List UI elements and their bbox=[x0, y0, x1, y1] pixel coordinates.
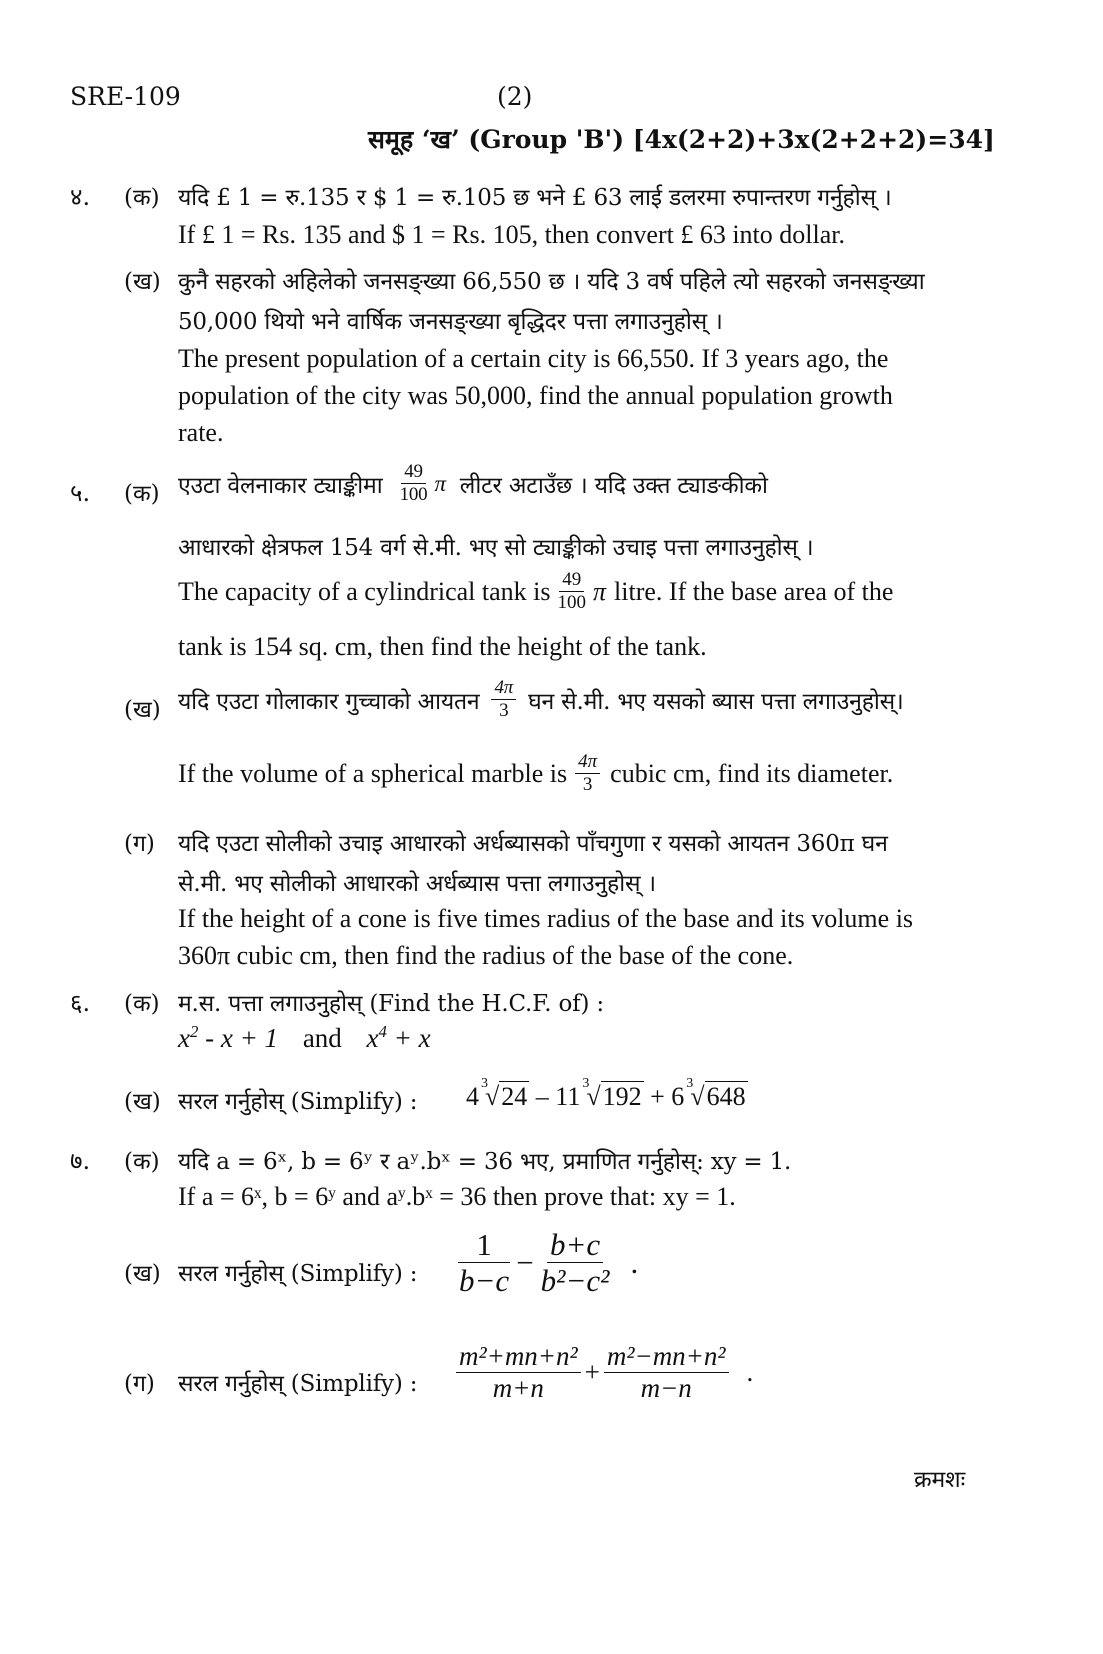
q4-b-english-line3: rate. bbox=[178, 418, 224, 447]
q4-a-nepali: यदि £ 1 = रु.135 र $ 1 = रु.105 छ भने £ 63 लाई डलरमा रुपान्तरण गर्नुहोस् । bbox=[178, 185, 892, 211]
group-title: समूह ‘ख’ (Group 'B') [4x(2+2)+3x(2+2+2)=34] bbox=[368, 125, 995, 154]
q7-b-label: (ख) bbox=[124, 1261, 161, 1287]
q5-b-label: (ख) bbox=[124, 697, 161, 723]
paper-code: SRE-109 bbox=[70, 82, 181, 111]
fraction-b-plus-c-over-b2-minus-c2: $\frac{b+c}{\text{b²−c²}}$ bbox=[540, 1227, 610, 1299]
fraction-denominator: 3 bbox=[582, 773, 593, 795]
q4-b-nepali-line2: 50,000 थियो भने वार्षिक जनसङ्ख्या बृद्धिदर पत्ता लगाउनुहोस् । bbox=[178, 309, 723, 335]
q5-b-nepali bbox=[178, 678, 904, 722]
q4-b-english-line2: population of the city was 50,000, find the annual population growth bbox=[178, 381, 893, 410]
page-number: (2) bbox=[497, 82, 533, 111]
cube-root-24: 3 √24 bbox=[481, 1076, 528, 1111]
q5-a-english-pre: The capacity of a cylindrical tank is bbox=[178, 576, 551, 606]
cube-root-192: 3 √192 bbox=[582, 1076, 642, 1111]
q5-a-english-post: litre. If the base area of the bbox=[614, 576, 894, 606]
q7-a-label: (क) bbox=[124, 1149, 160, 1175]
q4-b-nepali-line1: कुनै सहरको अहिलेको जनसङ्ख्या 66,550 छ । यदि 3 वर्ष पहिले त्यो सहरको जनसङ्ख्या bbox=[178, 269, 925, 295]
q5-a-nepali-pre: एउटा वेलनाकार ट्याङ्कीमा bbox=[178, 472, 383, 499]
fraction-49-100 bbox=[397, 462, 431, 506]
term-1-coefficient: 4 bbox=[466, 1082, 479, 1111]
q5-b-nepali-post: घन से.मी. भए यसको ब्यास पत्ता लगाउनुहोस्। bbox=[528, 688, 904, 715]
q7-c-label: (ग) bbox=[124, 1371, 155, 1397]
question-5-number: ५. bbox=[70, 479, 91, 507]
fraction-numerator: 49 bbox=[559, 570, 584, 592]
fraction-4pi-3 bbox=[491, 678, 516, 722]
q6-b-label: (ख) bbox=[124, 1089, 161, 1115]
term-2-coefficient: – 11 bbox=[535, 1082, 581, 1111]
q4-b-label: (ख) bbox=[124, 269, 161, 295]
q6-b-text: सरल गर्नुहोस् (Simplify) : bbox=[178, 1089, 418, 1115]
fraction-4pi-3 bbox=[575, 752, 600, 796]
q7-c-text: सरल गर्नुहोस् (Simplify) : bbox=[178, 1371, 418, 1397]
minus-sign: − bbox=[516, 1245, 534, 1281]
q5-c-label: (ग) bbox=[124, 831, 155, 857]
fraction-denominator: 3 bbox=[499, 699, 509, 721]
question-7-number: ७. bbox=[70, 1147, 91, 1175]
q7-b-text: सरल गर्नुहोस् (Simplify) : bbox=[178, 1261, 418, 1287]
fraction-numerator: 4π bbox=[491, 678, 516, 700]
fraction-denominator: 100 bbox=[557, 591, 587, 613]
q4-a-english: If £ 1 = Rs. 135 and $ 1 = Rs. 105, then convert £ 63 into dollar. bbox=[178, 220, 845, 249]
q5-b-english-post: cubic cm, find its diameter. bbox=[610, 758, 894, 788]
q5-a-nepali-post: लीटर अटाउँछ । यदि उक्त ट्याङकीको bbox=[459, 472, 768, 499]
fraction-1-over-b-minus-c: $\frac{1}{b-c}$ bbox=[459, 1227, 510, 1299]
q6-b-radical-expression bbox=[466, 1076, 748, 1112]
pi-symbol: π bbox=[434, 470, 446, 496]
term-3-coefficient: + 6 bbox=[650, 1082, 685, 1111]
q5-b-english-pre: If the volume of a spherical marble is bbox=[178, 758, 568, 788]
fraction-denominator: 100 bbox=[399, 483, 428, 505]
q5-a-english-line1 bbox=[178, 570, 893, 614]
continued-marker: क्रमशः bbox=[914, 1467, 966, 1493]
q5-a-nepali-line1 bbox=[178, 462, 768, 506]
fraction-numerator: 49 bbox=[401, 462, 426, 484]
question-6-number: ६. bbox=[70, 989, 91, 1017]
q5-c-nepali-line2: से.मी. भए सोलीको आधारको अर्धब्यास पत्ता लगाउनुहोस् । bbox=[178, 871, 656, 897]
pi-symbol: π bbox=[593, 576, 607, 606]
fraction-numerator: 4π bbox=[575, 752, 600, 774]
q4-b-english-line1: The present population of a certain city is 66,550. If 3 years ago, the bbox=[178, 344, 889, 373]
q7-a-english: If a = 6ˣ, b = 6ʸ and aʸ.bˣ = 36 then prove that: xy = 1. bbox=[178, 1182, 736, 1211]
q5-a-label: (क) bbox=[124, 481, 160, 507]
q6-a-text: म.स. पत्ता लगाउनुहोस् (Find the H.C.F. of) : bbox=[178, 991, 604, 1017]
q5-c-nepali-line1: यदि एउटा सोलीको उचाइ आधारको अर्धब्यासको पाँचगुणा र यसको आयतन 360π घन bbox=[178, 831, 888, 857]
q7-a-nepali: यदि a = 6ˣ, b = 6ʸ र aʸ.bˣ = 36 भए, प्रमाणित गर्नुहोस्: xy = 1. bbox=[178, 1149, 792, 1175]
q5-b-english bbox=[178, 752, 893, 796]
q6-a-label: (क) bbox=[124, 991, 160, 1017]
q7-c-expression bbox=[452, 1342, 753, 1404]
q5-a-nepali-line2: आधारको क्षेत्रफल 154 वर्ग से.मी. भए सो ट्याङ्कीको उचाइ पत्ता लगाउनुहोस् । bbox=[178, 535, 814, 561]
q5-a-english-line2: tank is 154 sq. cm, then find the height of the tank. bbox=[178, 632, 707, 661]
period: . bbox=[746, 1357, 754, 1388]
fraction-m2-plus-mn-plus-n2: $\frac{\text{m²+mn+n²}}{m+n}$ bbox=[456, 1342, 581, 1404]
q5-b-nepali-pre: यदि एउटा गोलाकार गुच्चाको आयतन bbox=[178, 688, 480, 715]
q5-c-english-line2: 360π cubic cm, then find the radius of the base of the cone. bbox=[178, 941, 794, 970]
expression-2: $x^4 + x$ bbox=[366, 1022, 431, 1053]
question-4-number: ४. bbox=[70, 183, 91, 211]
q6-a-expressions bbox=[178, 1022, 431, 1054]
q5-c-english-line1: If the height of a cone is five times radius of the base and its volume is bbox=[178, 904, 914, 933]
q7-b-expression bbox=[452, 1228, 638, 1299]
expression-1: $x^2 - x + 1$ bbox=[178, 1022, 279, 1053]
and-text: and bbox=[302, 1023, 342, 1053]
fraction-m2-minus-mn-plus-n2: $\frac{\text{m²−mn+n²}}{m-n}$ bbox=[604, 1342, 729, 1404]
cube-root-648: 3 √648 bbox=[686, 1076, 746, 1111]
period: . bbox=[630, 1245, 639, 1281]
plus-sign: + bbox=[584, 1357, 600, 1388]
fraction-49-100 bbox=[555, 570, 590, 614]
q4-a-label: (क) bbox=[124, 185, 160, 211]
